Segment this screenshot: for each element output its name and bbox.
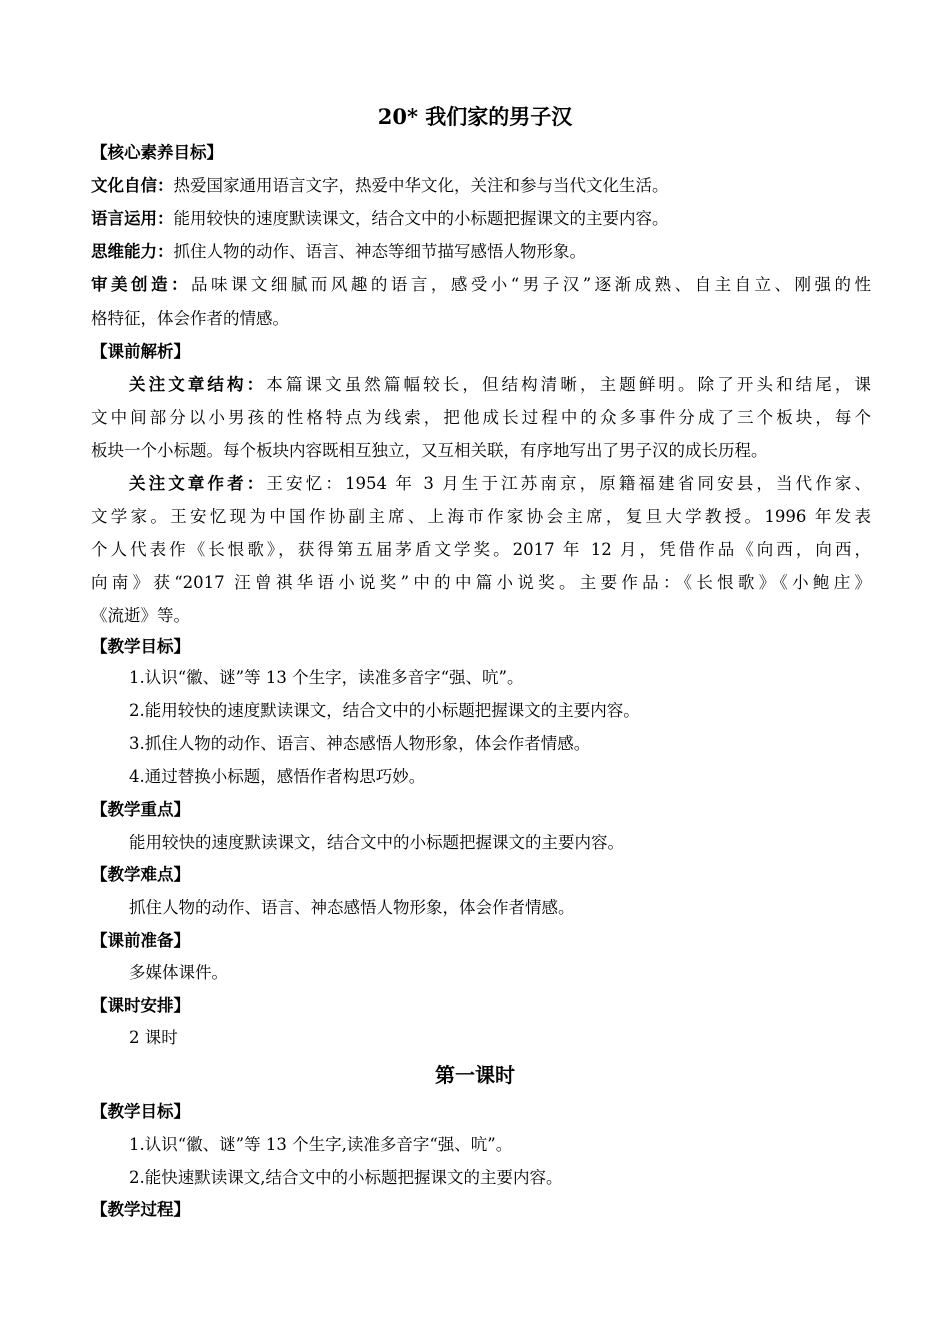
key-point-text: 能用较快的速度默读课文，结合文中的小标题把握课文的主要内容。 [129, 833, 624, 852]
core-line-thinking [91, 235, 871, 268]
section-heading-key: 【教学重点】 [91, 800, 190, 819]
analysis-author-line2: 文学家。王安忆现为中国作协副主席、上海市作家协会主席，复旦大学教授。1996 年发表 [91, 507, 871, 526]
section-heading-core: 【核心素养目标】 [91, 143, 223, 162]
difficulty-text: 抓住人物的动作、语言、神态感悟人物形象，体会作者情感。 [129, 898, 575, 917]
section-heading-prep: 【课前准备】 [91, 931, 190, 950]
analysis-structure-line2: 文中间部分以小男孩的性格特点为线索，把他成长过程中的众多事件分成了三个板块，每个 [91, 408, 871, 427]
analysis-author-text1: 王安忆：1954 年 3 月生于江苏南京，原籍福建省同安县，当代作家、 [266, 474, 871, 493]
core-label-culture: 文化自信： [91, 176, 174, 195]
lesson1-heading-process: 【教学过程】 [91, 1200, 190, 1219]
section-heading-analysis: 【课前解析】 [91, 342, 190, 361]
goal-item-4: 4.通过替换小标题，感悟作者构思巧妙。 [129, 767, 426, 786]
section-heading-difficulty: 【教学难点】 [91, 865, 190, 884]
core-text-aesthetic: 品味课文细腻而风趣的语言，感受小“男子汉”逐渐成熟、自主自立、刚强的性 [190, 275, 871, 294]
analysis-author-line5: 《流逝》等。 [91, 606, 190, 625]
lesson1-goal-item-2: 2.能快速默读课文,结合文中的小标题把握课文的主要内容。 [129, 1168, 563, 1187]
goal-item-2: 2.能用较快的速度默读课文，结合文中的小标题把握课文的主要内容。 [129, 701, 640, 720]
document-title: 20* 我们家的男子汉 [377, 104, 573, 129]
core-label-language: 语言运用： [91, 209, 174, 228]
schedule-text: 2 课时 [129, 1028, 178, 1047]
core-text-thinking: 抓住人物的动作、语言、神态等细节描写感悟人物形象。 [173, 242, 586, 261]
core-label-aesthetic: 审美创造： [91, 275, 191, 294]
core-text-culture: 热爱国家通用语言文字，热爱中华文化，关注和参与当代文化生活。 [173, 176, 669, 195]
lesson1-title: 第一课时 [435, 1063, 515, 1087]
analysis-structure-line1 [129, 368, 871, 401]
core-line-culture [91, 169, 871, 202]
core-label-thinking: 思维能力： [91, 242, 174, 261]
analysis-structure-line3: 板块一个小标题。每个板块内容既相互独立，又互相关联，有序地写出了男子汉的成长历程。 [91, 441, 768, 460]
goal-item-1: 1.认识“徽、谜”等 13 个生字，读准多音字“强、吭”。 [129, 668, 524, 687]
section-heading-goals: 【教学目标】 [91, 637, 190, 656]
lesson1-goal-item-1: 1.认识“徽、谜”等 13 个生字,读准多音字“强、吭”。 [129, 1135, 513, 1154]
analysis-author-line4: 向南》获“2017 汪曾祺华语小说奖”中的中篇小说奖。主要作品：《长恨歌》《小鲍庄》 [91, 573, 871, 592]
core-line-aesthetic-cont: 格特征，体会作者的情感。 [91, 309, 289, 328]
analysis-structure-label: 关注文章结构： [129, 375, 267, 394]
goal-item-3: 3.抓住人物的动作、语言、神态感悟人物形象，体会作者情感。 [129, 734, 591, 753]
core-line-language [91, 202, 871, 235]
core-line-aesthetic [91, 268, 871, 301]
lesson1-heading-goals: 【教学目标】 [91, 1102, 190, 1121]
prep-text: 多媒体课件。 [129, 963, 228, 982]
analysis-author-line3: 个人代表作《长恨歌》，获得第五届茅盾文学奖。2017 年 12 月，凭借作品《向西，向西， [91, 540, 871, 559]
analysis-author-label: 关注文章作者： [129, 474, 267, 493]
analysis-author-line1 [129, 467, 871, 500]
core-text-language: 能用较快的速度默读课文，结合文中的小标题把握课文的主要内容。 [173, 209, 669, 228]
section-heading-schedule: 【课时安排】 [91, 996, 190, 1015]
analysis-structure-text1: 本篇课文虽然篇幅较长，但结构清晰，主题鲜明。除了开头和结尾，课 [266, 375, 871, 394]
